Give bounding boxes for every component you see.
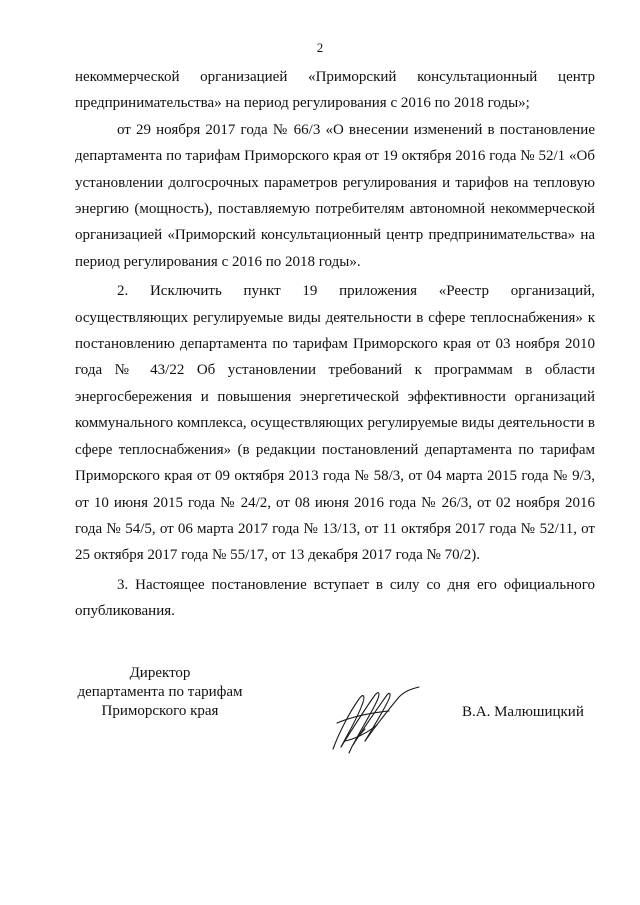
paragraph-item-3: 3. Настоящее постановление вступает в силу со дня его официального опубликования. <box>75 576 595 620</box>
page-number: 2 <box>316 40 324 55</box>
handwritten-signature-icon <box>325 683 425 755</box>
signatory-name: В.А. Малюшицкий <box>462 704 584 720</box>
paragraph-item-2: 2. Исключить пункт 19 приложения «Реестр организаций, осуществляющих регулируемые виды деятельности в сфере теплоснабжения» к постановлению департамента по тарифам Приморского края от 03 ноября 2010 года № 43/22 Об установлении требований к программам в области энергосбережения и повышения энергетической эффективности организаций коммунального комплекса, осуществляющих регулируемые виды деятельности в сфере теплоснабжения» (в редакции постановлений департамента по тарифам Приморского края от 09 октября 2013 года № 58/3, от 04 марта 2015 года № 9/3, от 10 июня 2015 года № 24/2, от 08 июня 2016 года № 26/3, от 02 ноября 2016 года № 54/5, от 06 марта 2017 года № 13/13, от 11 октября 2017 года № 52/11, от 25 октября 2017 года № 55/17, от 13 декабря 2017 года № 70/2). <box>75 283 595 564</box>
paragraph-continuation: некоммерческой организацией «Приморский консультационный центр предпринимательства» на период регулирования с 2016 по 2018 годы»; <box>75 69 595 112</box>
paragraph-resolution-66-3: от 29 ноября 2017 года № 66/3 «О внесении изменений в постановление департамента по тарифам Приморского края от 19 октября 2016 года № 52/1 «Об установлении долгосрочных параметров регулирования и тарифов на тепловую энергию (мощность), поставляемую потребителям автономной некоммерческой организацией «Приморский консультационный центр предпринимательства» на период регулирования с 2016 по 2018 годы». <box>75 121 595 270</box>
signatory-title-line: Директор <box>129 665 191 681</box>
document-body <box>75 64 595 625</box>
signatory-title-line: Приморского края <box>101 703 219 719</box>
signatory-title <box>75 664 245 721</box>
signatory-title-line: департамента по тарифам <box>77 684 243 700</box>
